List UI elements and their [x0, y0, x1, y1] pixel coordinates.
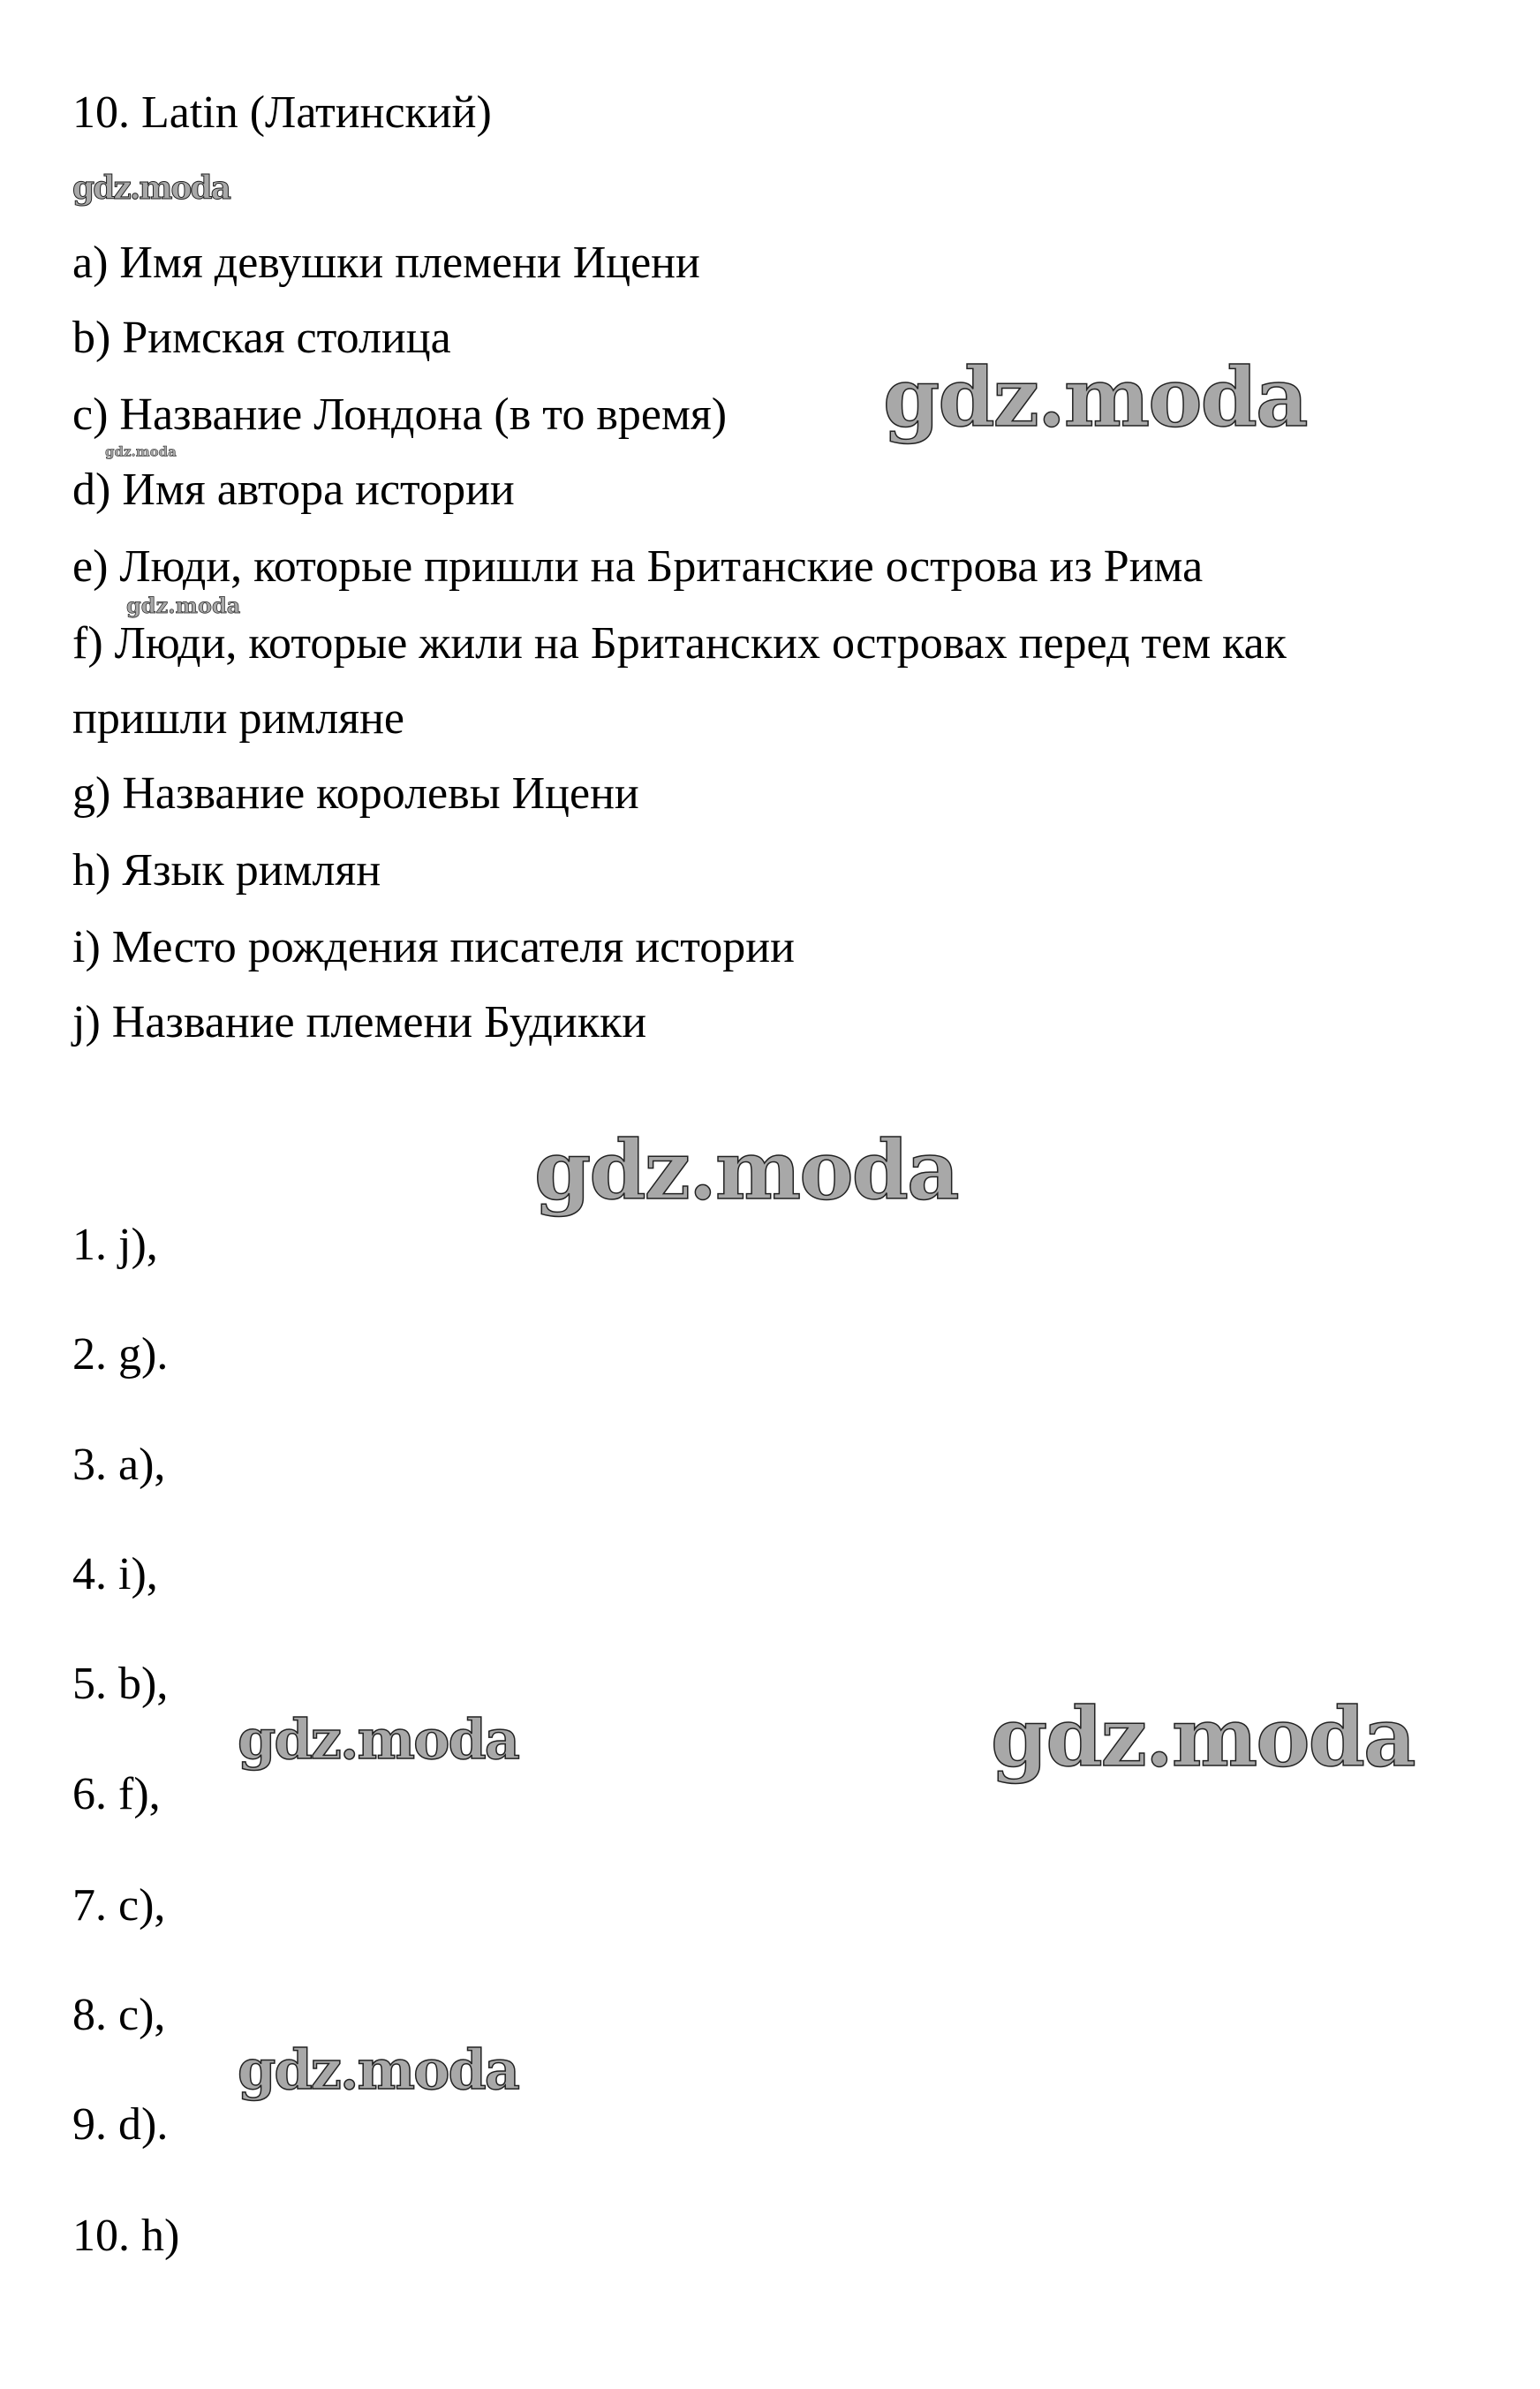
answer-item: 4. i),: [72, 1549, 158, 1599]
list-item: f) Люди, которые жили на Британских островах перед тем как: [72, 618, 1287, 669]
answer-item: 8. c),: [72, 1990, 166, 2040]
watermark: gdz.moda: [883, 350, 1307, 445]
watermark: gdz.moda: [72, 170, 230, 207]
list-item: пришли римляне: [72, 693, 404, 744]
list-item: d) Имя автора истории: [72, 465, 515, 515]
answer-item: 6. f),: [72, 1769, 161, 1819]
list-item: e) Люди, которые пришли на Британские острова из Рима: [72, 541, 1204, 592]
watermark: gdz.moda: [105, 443, 177, 460]
list-item: a) Имя девушки племени Ицени: [72, 238, 700, 288]
list-item: c) Название Лондона (в то время): [72, 389, 728, 440]
list-item: g) Название королевы Ицени: [72, 768, 639, 819]
answer-item: 10. h): [72, 2211, 180, 2261]
list-item: j) Название племени Будикки: [72, 997, 647, 1047]
list-item: h) Язык римлян: [72, 845, 381, 896]
watermark: gdz.moda: [991, 1690, 1415, 1785]
list-item: b) Римская столица: [72, 313, 451, 363]
answer-item: 9. d).: [72, 2099, 169, 2150]
list-item: i) Место рождения писателя истории: [72, 922, 795, 972]
answer-item: 5. b),: [72, 1659, 169, 1709]
watermark: gdz.moda: [126, 593, 241, 618]
page-title: 10. Latin (Латинский): [72, 87, 492, 138]
answer-item: 3. a),: [72, 1440, 166, 1490]
answer-item: 2. g).: [72, 1329, 169, 1380]
watermark: gdz.moda: [238, 1707, 518, 1772]
answer-item: 7. c),: [72, 1880, 166, 1931]
watermark: gdz.moda: [238, 2037, 518, 2102]
answer-item: 1. j),: [72, 1220, 158, 1270]
watermark: gdz.moda: [534, 1123, 958, 1218]
